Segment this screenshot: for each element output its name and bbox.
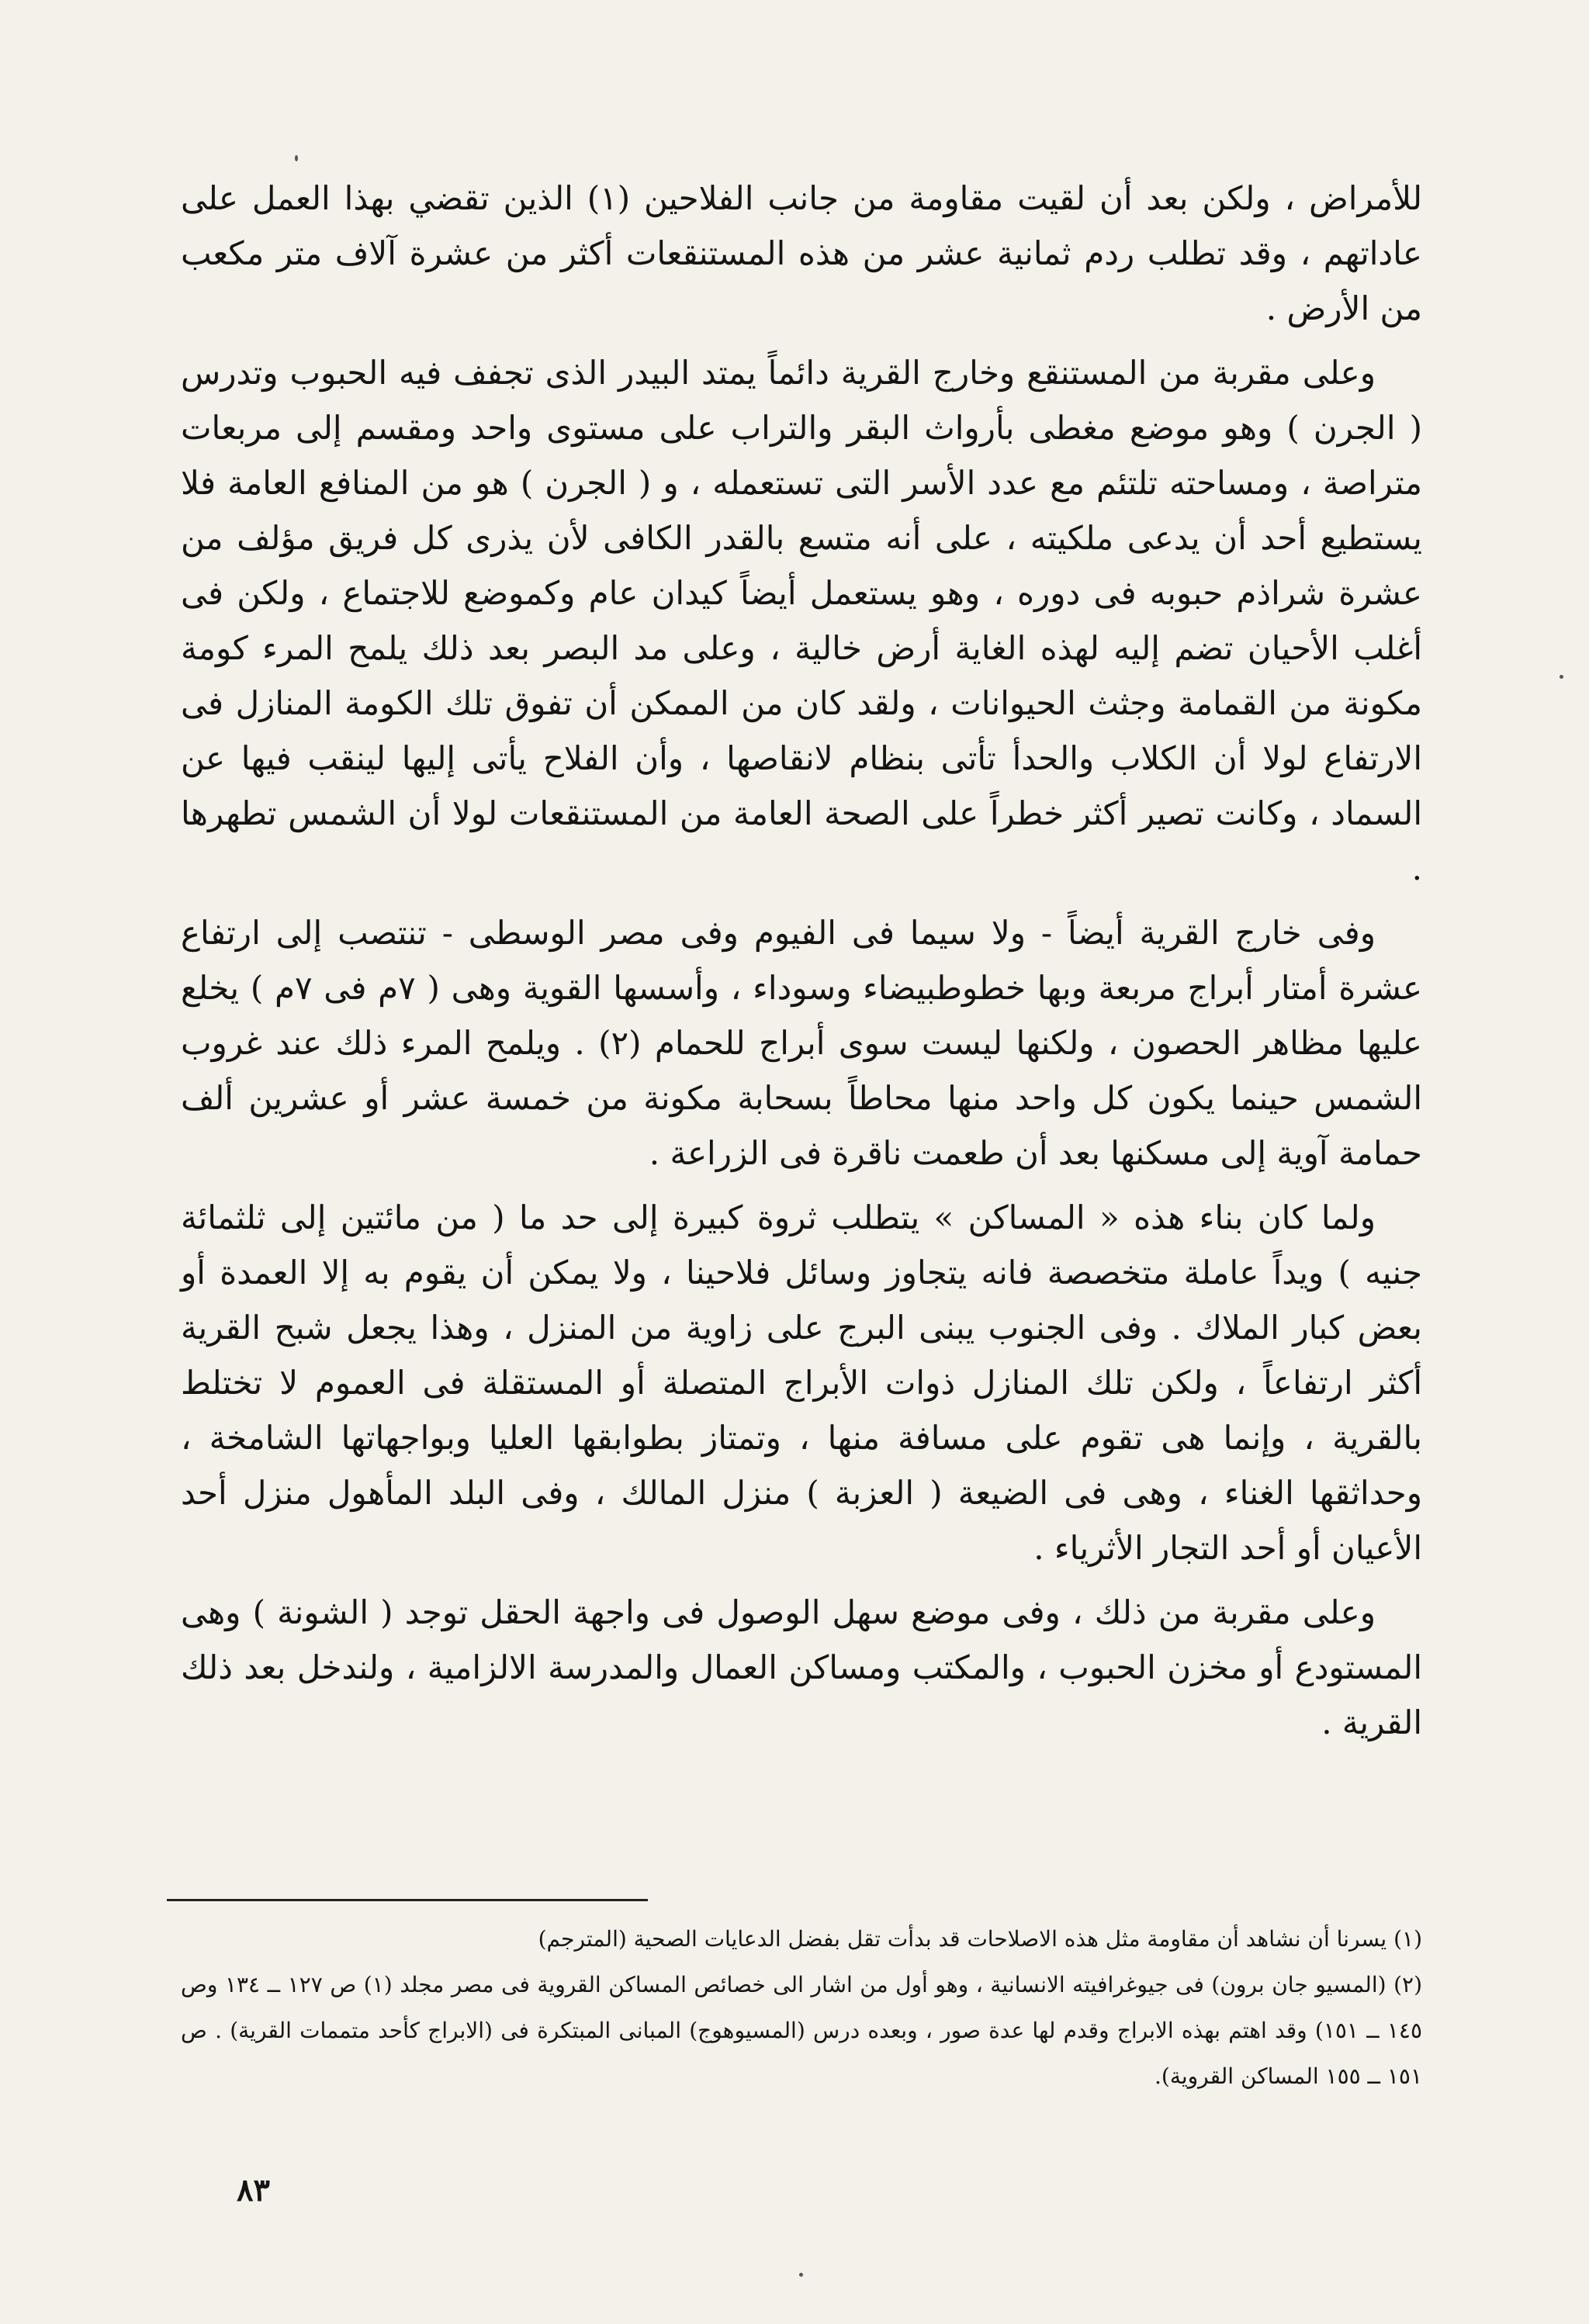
paper-speck — [1560, 675, 1563, 679]
footnote-2: (٢) (المسيو جان برون) فى جيوغرافيته الانسانية ، وهو أول من اشار الى خصائص المساكن القروية فى مصر مجلد (١) ص ١٢٧ ــ ١٣٤ وص ١٤٥ ــ ١٥١) وقد اهتم بهذه الابراج وقدم لها عدة صور ، وبعده درس (المسيوهوج) المبانى المبتكرة فى (الابراج كأحد متممات القرية) . ص ١٥١ ــ ١٥٥ المساكن القروية). — [181, 1972, 1423, 2089]
paper-speck — [799, 2273, 803, 2277]
paragraph-pigeon-towers: وفى خارج القرية أيضاً - ولا سيما فى الفيوم وفى مصر الوسطى - تنتصب إلى ارتفاع عشرة أمتار أبراج مربعة وبها خطوطبيضاء وسوداء ، وأسسها القوية وهى ( ٧م فى ٧م ) يخلع عليها مظاهر الحصون ، ولكنها ليست سوى أبراج للحمام (٢) . ويلمح المرء ذلك عند غروب الشمس حينما يكون كل واحد منها محاطاً بسحابة مكونة من خمسة عشر أو عشرين ألف حمامة آوية إلى مسكنها بعد أن طعمت ناقرة فى الزراعة . — [181, 914, 1423, 1172]
paragraph-granary: وعلى مقربة من ذلك ، وفى موضع سهل الوصول فى واجهة الحقل توجد ( الشونة ) وهى المستودع أو مخزن الحبوب ، والمكتب ومساكن العمال والمدرسة الالزامية ، ولندخل بعد ذلك القرية . — [181, 1593, 1422, 1741]
footnote-divider — [167, 1899, 648, 1901]
paper-speck — [295, 155, 298, 161]
paragraph-threshing-floor: وعلى مقربة من المستنقع وخارج القرية دائماً يمتد البيدر الذى تجفف فيه الحبوب وتدرس ( الجرن ) وهو موضع مغطى بأرواث البقر والتراب على مستوى واحد ومقسم إلى مربعات متراصة ، ومساحته تلتئم مع عدد الأسر التى تستعمله ، و ( الجرن ) هو من المنافع العامة فلا يستطيع أحد أن يدعى ملكيته ، على أنه متسع بالقدر الكافى لأن يذرى كل فريق مؤلف من عشرة شراذم حبوبه فى دوره ، وهو يستعمل أيضاً كيدان عام وكموضع للاجتماع ، ولكن فى أغلب الأحيان تضم إليه لهذه الغاية أرض خالية ، وعلى مد البصر بعد ذلك يلمح المرء كومة مكونة من القمامة وجثث الحيوانات ، ولقد كان من الممكن أن تفوق تلك الكومة المنازل فى الارتفاع لولا أن الكلاب والحدأ تأتى بنظام لانقاصها ، وأن الفلاح يأتى إليها لينقب فيها عن السماد ، وكانت تصير أكثر خطراً على الصحة العامة من المستنقعات لولا أن الشمس تطهرها . — [181, 354, 1422, 887]
paragraph-notable-houses: ولما كان بناء هذه « المساكن » يتطلب ثروة كبيرة إلى حد ما ( من مائتين إلى ثلثمائة جنيه ) ويداً عاملة متخصصة فانه يتجاوز وسائل فلاحينا ، ولا يمكن أن يقوم به إلا العمدة أو بعض كبار الملاك . وفى الجنوب يبنى البرج على زاوية من المنزل ، وهذا يجعل شبح القرية أكثر ارتفاعاً ، ولكن تلك المنازل ذوات الأبراج المتصلة أو المستقلة فى العموم لا تختلط بالقرية ، وإنما هى تقوم على مسافة منها ، وتمتاز بطوابقها العليا وبواجهاتها الشامخة ، وحداثقها الغناء ، وهى فى الضيعة ( العزبة ) منزل المالك ، وفى البلد المأهول منزل أحد الأعيان أو أحد التجار الأثرياء . — [181, 1198, 1422, 1567]
footnotes — [181, 1916, 1422, 2099]
page-number: ٨٣ — [237, 2172, 270, 2208]
paragraph-continuation: للأمراض ، ولكن بعد أن لقيت مقاومة من جانب الفلاحين (١) الذين تقضي بهذا العمل على عاداتهم ، وقد تطلب ردم ثمانية عشر من هذه المستنقعات أكثر من عشرة آلاف متر مكعب من الأرض . — [181, 179, 1422, 327]
main-text — [181, 171, 1422, 1759]
footnote-1: (١) يسرنا أن نشاهد أن مقاومة مثل هذه الاصلاحات قد بدأت تقل بفضل الدعايات الصحية (المترجم) — [538, 1926, 1422, 1952]
